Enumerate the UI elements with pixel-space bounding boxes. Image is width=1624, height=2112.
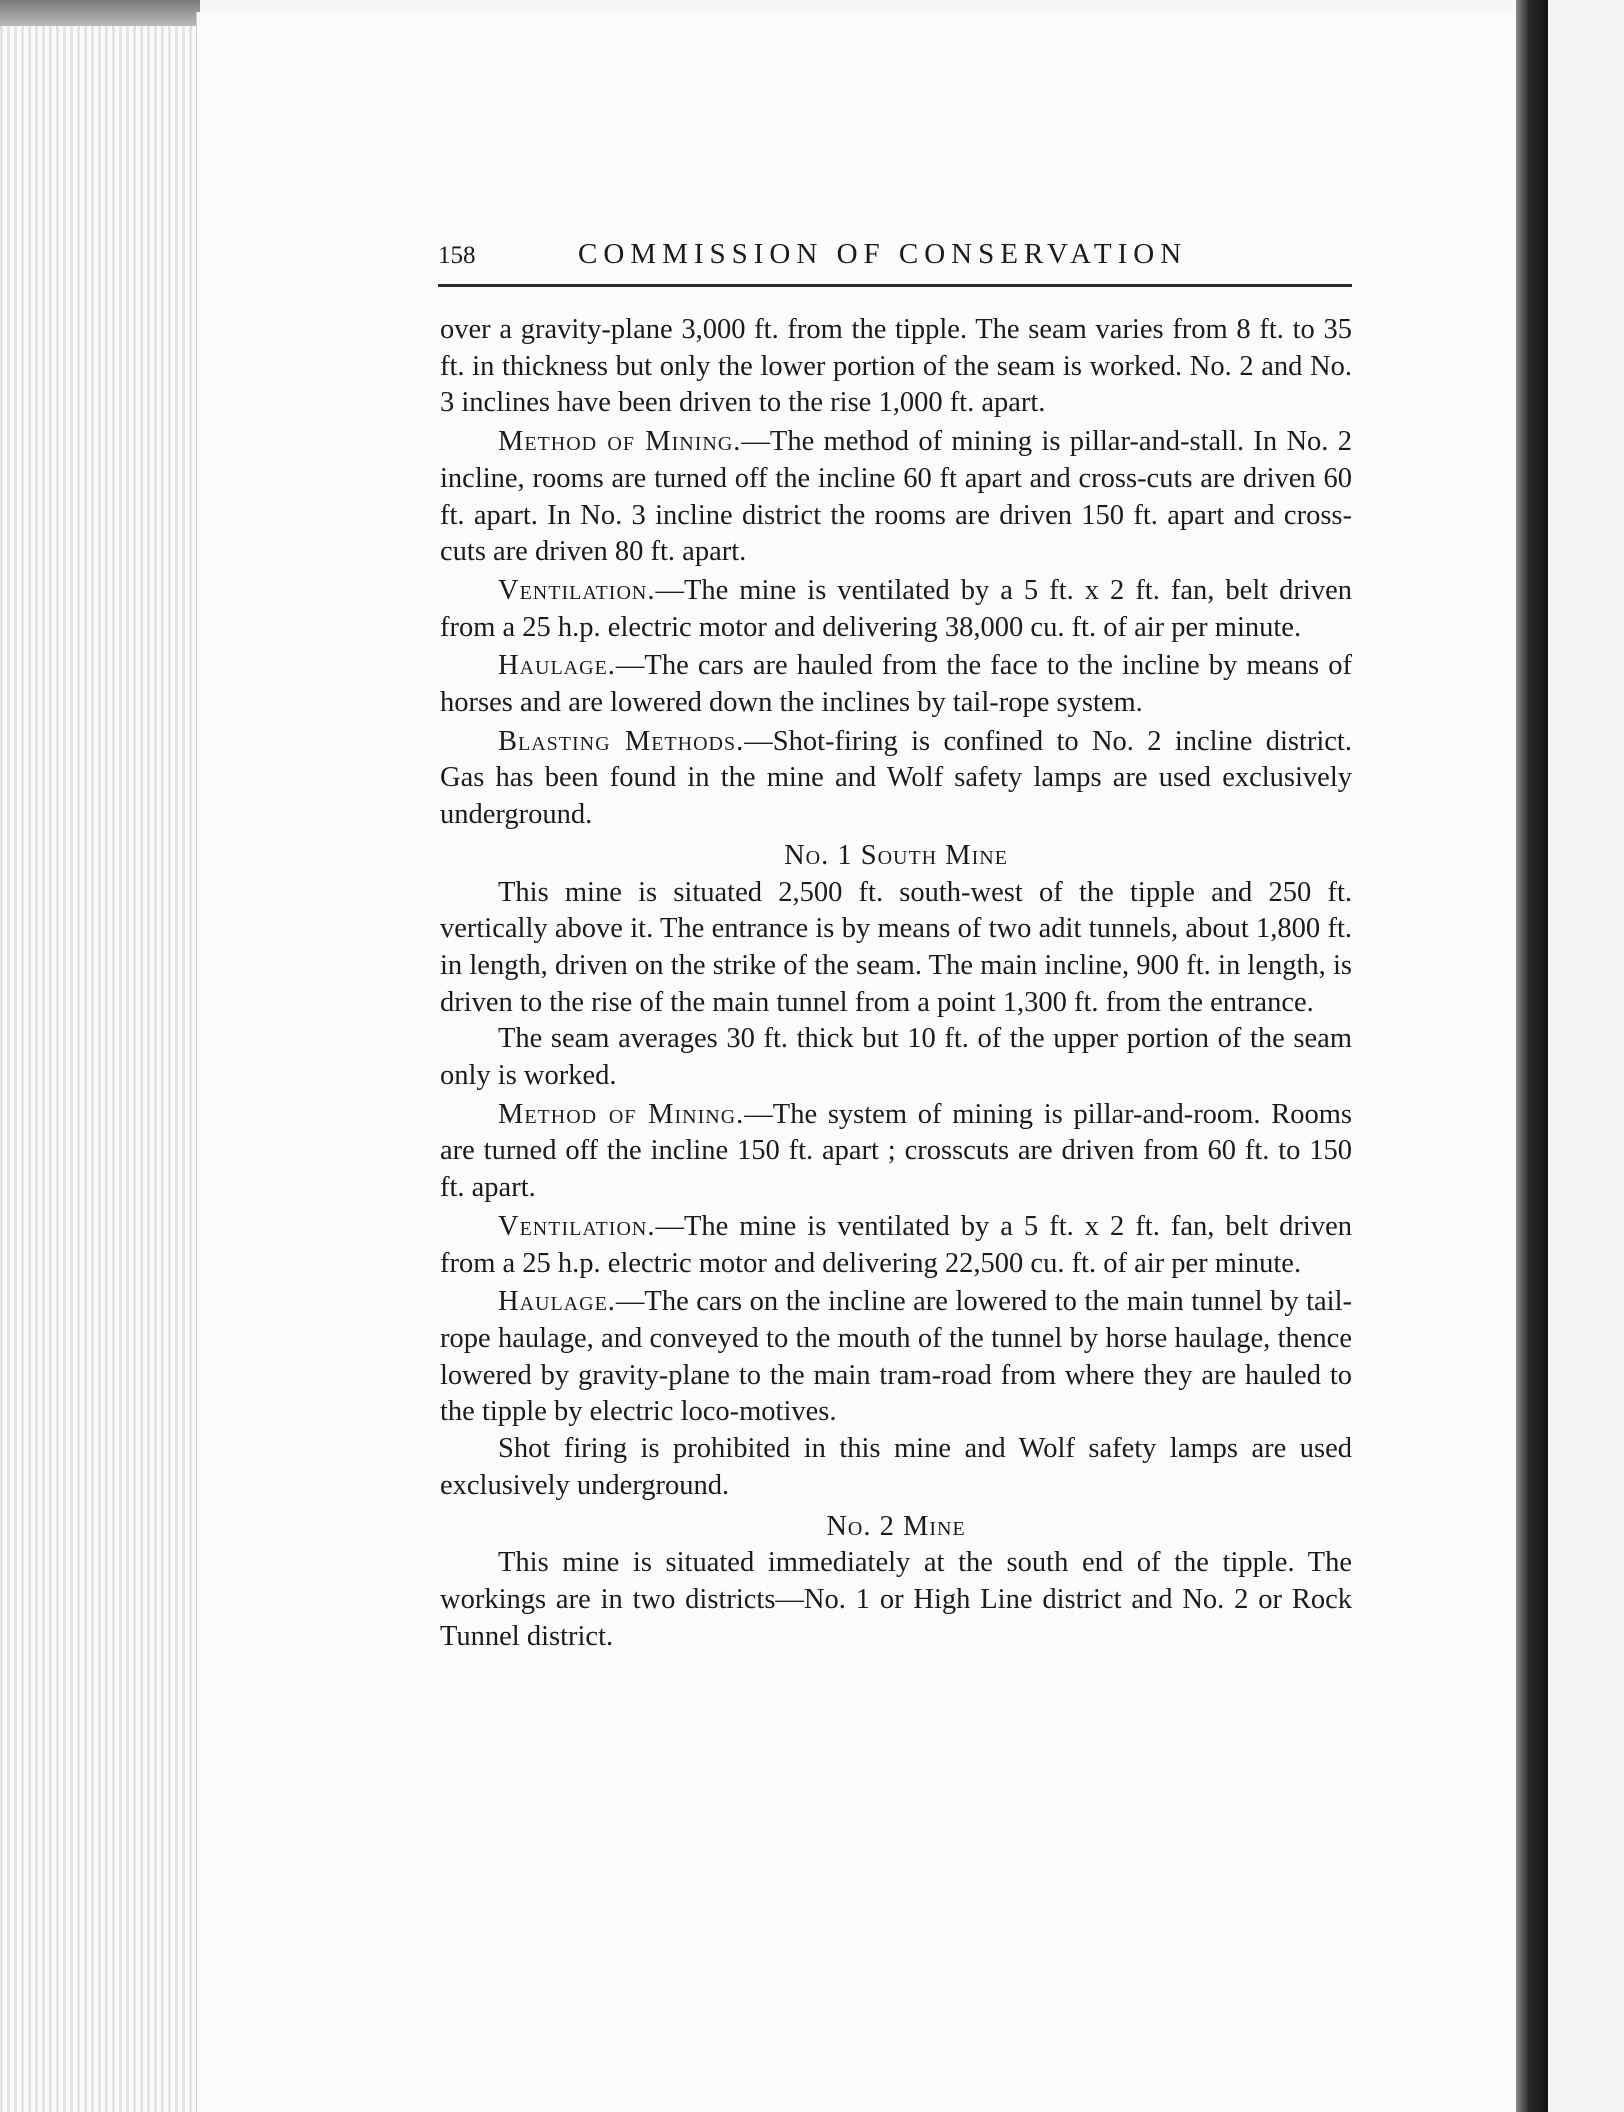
paragraph-text: over a gravity-plane 3,000 ft. from the tipple. The seam varies from 8 ft. to 35 ft. in thickness but only the lower portion of the seam is worked. No. 2 and No. 3 inclines have been driven to the rise 1,000 ft. apart. xyxy=(440,314,1352,419)
paragraph xyxy=(440,1021,1352,1094)
running-head-title: COMMISSION OF CONSERVATION xyxy=(578,238,1188,270)
paragraph xyxy=(440,1209,1352,1282)
paragraph-text: —The mine is ventilated by a 5 ft. x 2 ft. fan, belt driven from a 25 h.p. electric motor and delivering 38,000 cu. ft. of air per minute. xyxy=(440,574,1352,643)
paragraph-text: —The method of mining is pillar-and-stall. In No. 2 incline, rooms are turned off the incline 60 ft apart and cross-cuts are driven 60 ft. apart. In No. 3 incline district the rooms are driven 150 ft. apart and cross-cuts are driven 80 ft. apart. xyxy=(440,426,1352,568)
paragraph-lead: Haulage. xyxy=(498,650,616,682)
paragraph-text: The seam averages 30 ft. thick but 10 ft. of the upper portion of the seam only is worked. xyxy=(440,1023,1352,1092)
paragraph-lead: Blasting Methods. xyxy=(498,725,745,757)
paragraph-lead: Method of Mining. xyxy=(498,1098,745,1130)
paragraph-text: —The cars on the incline are lowered to the main tunnel by tail-rope haulage, and conveyed to the mouth of the tunnel by horse haulage, thence lowered by gravity-plane to the main tram-road from where they are hauled to the tipple by electric loco-motives. xyxy=(440,1286,1352,1428)
paragraph-lead: Haulage. xyxy=(498,1286,616,1318)
body-text xyxy=(440,312,1352,1657)
paragraph xyxy=(440,312,1352,422)
paragraph xyxy=(440,1284,1352,1431)
facing-page-edge xyxy=(1548,0,1624,2112)
section-heading: No. 2 Mine xyxy=(826,1510,966,1542)
paragraph-text: This mine is situated 2,500 ft. south-west of the tipple and 250 ft. vertically above it. The entrance is by means of two adit tunnels, about 1,800 ft. in length, driven on the strike of the seam. The main incline, 900 ft. in length, is driven to the rise of the main tunnel from a point 1,300 ft. from the entrance. xyxy=(440,876,1352,1018)
paragraph xyxy=(440,1431,1352,1504)
paragraph-lead: Method of Mining. xyxy=(498,426,742,458)
paragraph-lead: Ventilation. xyxy=(498,574,656,606)
page-number: 158 xyxy=(438,242,476,269)
paragraph xyxy=(440,424,1352,571)
paragraph xyxy=(440,1545,1352,1655)
paragraph xyxy=(440,573,1352,646)
paragraph-text: —The system of mining is pillar-and-room. Rooms are turned off the incline 150 ft. apart ; crosscuts are driven from 60 ft. to 150 ft. apart. xyxy=(440,1098,1352,1204)
paragraph-lead: Ventilation. xyxy=(498,1210,656,1242)
paragraph-text: —The mine is ventilated by a 5 ft. x 2 ft. fan, belt driven from a 25 h.p. electric motor and delivering 22,500 cu. ft. of air per minute. xyxy=(440,1210,1352,1279)
paragraph-text: Shot firing is prohibited in this mine and Wolf safety lamps are used exclusively underground. xyxy=(440,1433,1352,1501)
section-heading: No. 1 South Mine xyxy=(784,839,1008,871)
paragraph xyxy=(440,648,1352,721)
paragraph xyxy=(440,724,1352,834)
book-page-edges xyxy=(0,0,200,2112)
paragraph-text: —The cars are hauled from the face to the incline by means of horses and are lowered down the inclines by tail-rope system. xyxy=(440,650,1352,719)
paragraph xyxy=(440,1097,1352,1207)
paragraph-text: —Shot-firing is confined to No. 2 incline district. Gas has been found in the mine and Wolf safety lamps are used exclusively underground. xyxy=(440,725,1352,831)
paragraph-text: This mine is situated immediately at the south end of the tipple. The workings are in two districts—No. 1 or High Line district and No. 2 or Rock Tunnel district. xyxy=(440,1547,1352,1652)
running-head xyxy=(438,238,1352,287)
paragraph xyxy=(440,875,1352,1022)
book-gutter-shadow xyxy=(1516,0,1548,2112)
